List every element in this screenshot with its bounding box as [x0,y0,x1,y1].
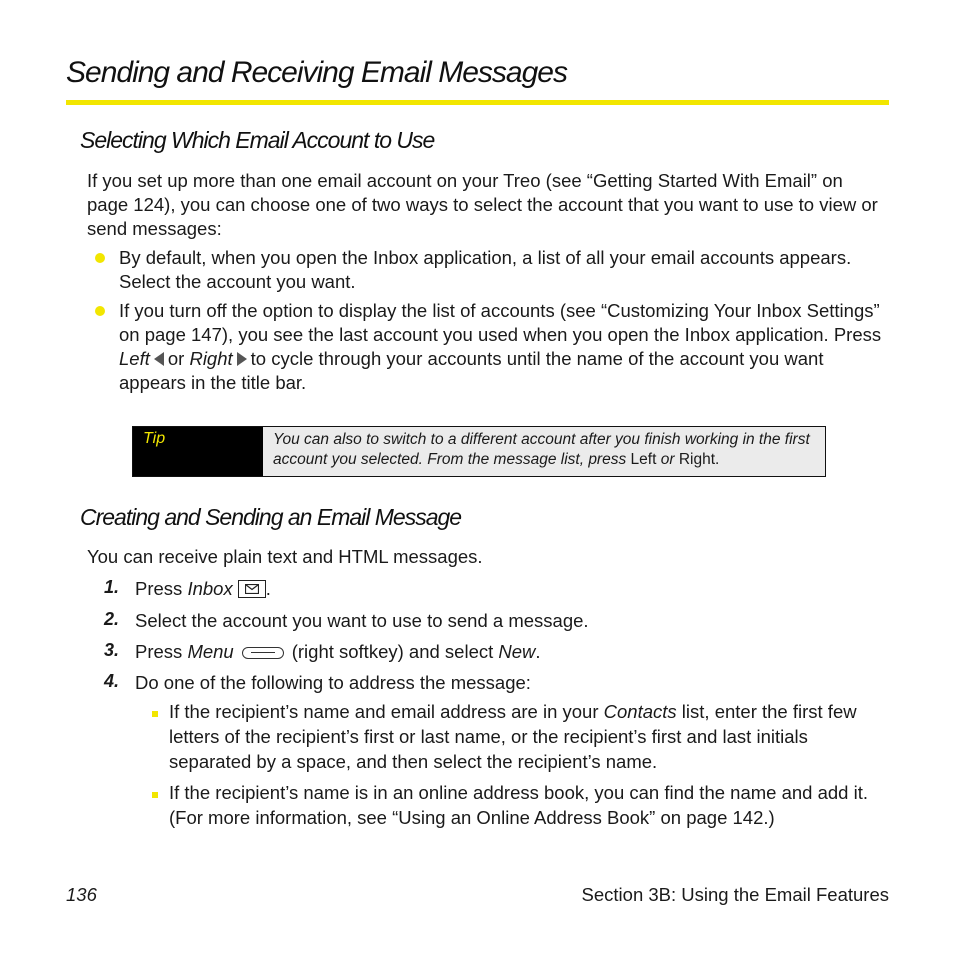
step-number: 4. [104,671,120,691]
section-heading-selecting-account: Selecting Which Email Account to Use [80,127,435,153]
bullet2-part1: If you turn off the option to display the list of accounts (see “Customizing Your Inbox Settings” on page 147), you see the last account you used when you open the Inbox application. Press [119,300,882,345]
tip-box [132,426,826,477]
tip-left-key: Left [630,451,657,468]
section2-intro: You can receive plain text and HTML messages. [87,546,483,567]
step-number: 3. [104,640,120,660]
tip-label: Tip [133,427,263,476]
page-title: Sending and Receiving Email Messages [66,56,567,89]
step-post: . [535,641,541,662]
page-number: 136 [66,884,97,905]
step-number: 1. [104,577,120,597]
sub1-post: list, enter the first few letters of the recipient’s first or last name, or the recipient’s first and last initials separated by a space, and then select the recipient’s name. [169,701,857,772]
or-text: or [167,348,185,369]
section1-intro: If you set up more than one email account on your Treo (see “Getting Started With Email” on page 124), you can choose one of two ways to select the account that you want to use to view or send messages: [87,170,878,239]
inbox-key-label: Inbox [187,578,233,599]
step-pre: Press [135,578,188,599]
step-text: Select the account you want to use to send a message. [135,610,589,631]
sub-bullet-text [169,699,889,774]
menu-key-label: Menu [187,641,234,662]
tip-text [273,430,821,470]
step-post: . [265,578,271,599]
step-pre: Press [135,641,188,662]
tip-period: . [715,451,720,468]
envelope-icon [238,580,266,598]
sub-bullet-square-icon [152,792,158,798]
step-text [135,577,890,601]
contacts-label: Contacts [603,701,677,722]
bullet-dot-icon [95,306,105,316]
bullet-text: By default, when you open the Inbox application, a list of all your email accounts appears. Select the account you want. [119,247,852,292]
bullet-dot-icon [95,253,105,263]
bullet-text [119,299,889,395]
step-text: Do one of the following to address the message: [135,672,531,693]
section-heading-creating-message: Creating and Sending an Email Message [80,504,462,530]
new-key-label: New [498,641,536,662]
footer-section-title: Section 3B: Using the Email Features [581,884,889,905]
tip-or: or [660,451,675,468]
bullet2-part2: to cycle through your accounts until the name of the account you want appears in the title bar. [119,348,824,393]
right-arrow-icon [237,352,247,366]
tip-body: You can also to switch to a different account after you finish working in the first account you selected. From the message list, press [273,431,810,468]
sub-bullet-square-icon [152,711,158,717]
title-rule [66,100,889,105]
left-key-label: Left [119,348,150,369]
sub1-pre: If the recipient’s name and email address are in your [169,701,604,722]
left-arrow-icon [154,352,164,366]
right-key-label: Right [189,348,233,369]
softkey-icon [242,647,284,659]
step-number: 2. [104,609,120,629]
step-text [135,640,890,664]
tip-right-key: Right [678,451,715,468]
step-mid: (right softkey) and select [291,641,499,662]
sub-bullet-text: If the recipient’s name is in an online address book, you can find the name and add it. (For more information, see “Using an Online Address Book” on page 142.) [169,782,868,828]
